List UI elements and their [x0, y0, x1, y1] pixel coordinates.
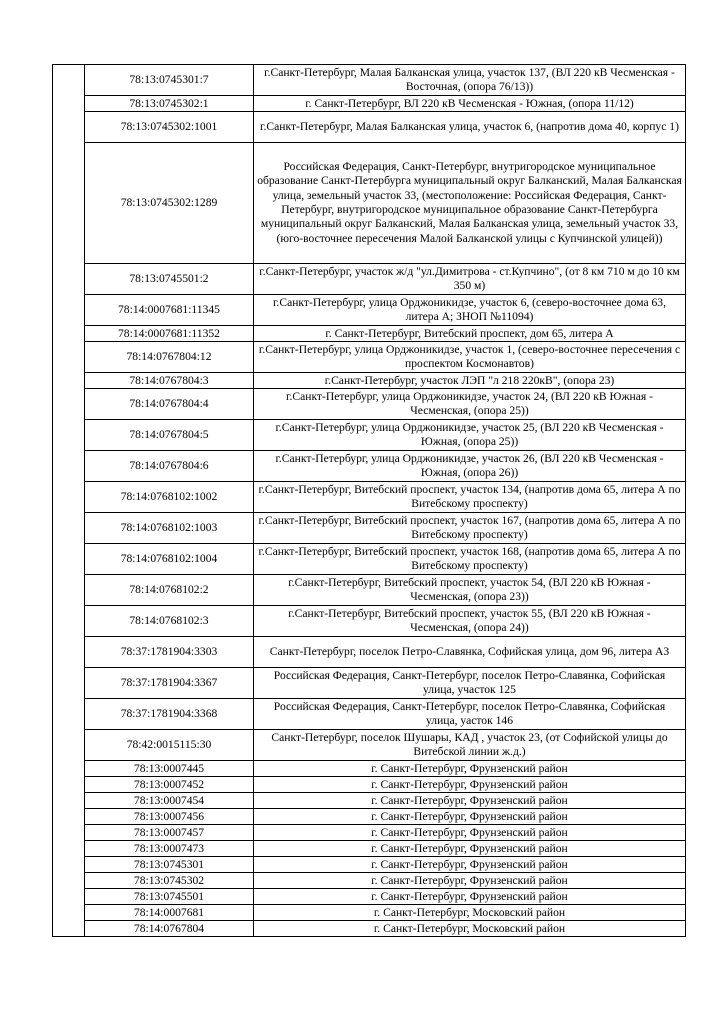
address-cell: г.Санкт-Петербург, Малая Балканская улица, участок 137, (ВЛ 220 кВ Чесменская - Восточная, (опора 76/13))	[254, 65, 686, 96]
table-row	[53, 699, 686, 730]
cadastral-number-cell: 78:13:0007454	[85, 793, 254, 809]
table-row	[53, 777, 686, 793]
table-row	[53, 668, 686, 699]
table-row	[53, 143, 686, 264]
address-cell: г.Санкт-Петербург, улица Орджоникидзе, участок 1, (северо-восточнее пересечения с проспектом Космонавтов)	[254, 342, 686, 373]
address-cell: г. Санкт-Петербург, Фрунзенский район	[254, 825, 686, 841]
cadastral-number-cell: 78:13:0007473	[85, 841, 254, 857]
address-cell: г.Санкт-Петербург, улица Орджоникидзе, участок 24, (ВЛ 220 кВ Южная - Чесменская, (опора 25))	[254, 389, 686, 420]
cadastral-number-cell: 78:14:0767804:5	[85, 420, 254, 451]
cadastral-number-cell: 78:13:0745501	[85, 889, 254, 905]
cadastral-number-cell: 78:13:0745501:2	[85, 264, 254, 295]
table-row	[53, 761, 686, 777]
address-cell: Российская Федерация, Санкт-Петербург, поселок Петро-Славянка, Софийская улица, участок 125	[254, 668, 686, 699]
cadastral-number-cell: 78:13:0007452	[85, 777, 254, 793]
table-row	[53, 389, 686, 420]
address-cell: г.Санкт-Петербург, улица Орджоникидзе, участок 26, (ВЛ 220 кВ Чесменская - Южная, (опора 26))	[254, 451, 686, 482]
table-row	[53, 482, 686, 513]
address-cell: г.Санкт-Петербург, улица Орджоникидзе, участок 25, (ВЛ 220 кВ Чесменская - Южная, (опора 25))	[254, 420, 686, 451]
table-row	[53, 96, 686, 112]
table-row	[53, 637, 686, 668]
cadastral-number-cell: 78:14:0768102:2	[85, 575, 254, 606]
cadastral-number-cell: 78:14:0767804:4	[85, 389, 254, 420]
cadastral-number-cell: 78:13:0745302:1001	[85, 112, 254, 143]
address-cell: г.Санкт-Петербург, Витебский проспект, участок 167, (напротив дома 65, литера А по Витебскому проспекту)	[254, 513, 686, 544]
cadastral-number-cell: 78:13:0745301	[85, 857, 254, 873]
cadastral-number-cell: 78:13:0745302:1	[85, 96, 254, 112]
table-row	[53, 326, 686, 342]
address-cell: г.Санкт-Петербург, Малая Балканская улица, участок 6, (напротив дома 40, корпус 1)	[254, 112, 686, 143]
table-row	[53, 264, 686, 295]
row-number-column	[53, 65, 85, 937]
cadastral-number-cell: 78:37:1781904:3368	[85, 699, 254, 730]
address-cell: г. Санкт-Петербург, Фрунзенский район	[254, 777, 686, 793]
address-cell: г.Санкт-Петербург, участок ЛЭП "л 218 220кВ", (опора 23)	[254, 373, 686, 389]
address-cell: г. Санкт-Петербург, Фрунзенский район	[254, 857, 686, 873]
address-cell: г. Санкт-Петербург, Фрунзенский район	[254, 809, 686, 825]
cadastral-number-cell: 78:14:0767804	[85, 921, 254, 937]
table-row	[53, 544, 686, 575]
table-row	[53, 889, 686, 905]
cadastral-number-cell: 78:14:0767804:3	[85, 373, 254, 389]
table-row	[53, 921, 686, 937]
cadastral-number-cell: 78:14:0768102:1004	[85, 544, 254, 575]
table-row	[53, 342, 686, 373]
address-cell: Российская Федерация, Санкт-Петербург, внутригородское муниципальное образование Санкт-Петербурга муниципальный округ Балканский, Малая Балканская улица, земельный участок 33, (местоположение: Российская Федерация, Санкт-Петербург, внутригородское муниципальное образование Санкт-Петербурга муниципальный округ Балканский, Малая Балканская улица, земельный участок 33, (юго-восточнее пересечения Малой Балканской улицы с Купчинской улицей))	[254, 143, 686, 264]
cadastral-table	[52, 64, 686, 937]
table-row	[53, 451, 686, 482]
cadastral-number-cell: 78:13:0007456	[85, 809, 254, 825]
address-cell: г. Санкт-Петербург, Фрунзенский район	[254, 873, 686, 889]
table-row	[53, 873, 686, 889]
address-cell: г. Санкт-Петербург, Фрунзенский район	[254, 761, 686, 777]
address-cell: г. Санкт-Петербург, Фрунзенский район	[254, 841, 686, 857]
table-row	[53, 905, 686, 921]
address-cell: г.Санкт-Петербург, участок ж/д "ул.Димитрова - ст.Купчино", (от 8 км 710 м до 10 км 350 м)	[254, 264, 686, 295]
address-cell: г. Санкт-Петербург, Фрунзенский район	[254, 793, 686, 809]
table-row	[53, 112, 686, 143]
cadastral-number-cell: 78:42:0015115:30	[85, 730, 254, 761]
cadastral-number-cell: 78:14:0768102:1002	[85, 482, 254, 513]
address-cell: г. Санкт-Петербург, Московский район	[254, 921, 686, 937]
cadastral-number-cell: 78:14:0768102:1003	[85, 513, 254, 544]
table-row	[53, 65, 686, 96]
cadastral-number-cell: 78:37:1781904:3303	[85, 637, 254, 668]
table-row	[53, 373, 686, 389]
cadastral-number-cell: 78:13:0745302:1289	[85, 143, 254, 264]
address-cell: г. Санкт-Петербург, Витебский проспект, дом 65, литера А	[254, 326, 686, 342]
cadastral-number-cell: 78:13:0745301:7	[85, 65, 254, 96]
table-row	[53, 513, 686, 544]
table-row	[53, 825, 686, 841]
address-cell: г. Санкт-Петербург, ВЛ 220 кВ Чесменская - Южная, (опора 11/12)	[254, 96, 686, 112]
table-row	[53, 420, 686, 451]
address-cell: г.Санкт-Петербург, Витебский проспект, участок 54, (ВЛ 220 кВ Южная - Чесменская, (опора 23))	[254, 575, 686, 606]
cadastral-number-cell: 78:37:1781904:3367	[85, 668, 254, 699]
address-cell: Российская Федерация, Санкт-Петербург, поселок Петро-Славянка, Софийская улица, уасток 146	[254, 699, 686, 730]
address-cell: г. Санкт-Петербург, Московский район	[254, 905, 686, 921]
address-cell: Санкт-Петербург, поселок Шушары, КАД , участок 23, (от Софийской улицы до Витебской линии ж.д.)	[254, 730, 686, 761]
cadastral-number-cell: 78:13:0007445	[85, 761, 254, 777]
address-cell: г.Санкт-Петербург, Витебский проспект, участок 55, (ВЛ 220 кВ Южная - Чесменская, (опора 24))	[254, 606, 686, 637]
cadastral-number-cell: 78:14:0007681:11352	[85, 326, 254, 342]
table-row	[53, 809, 686, 825]
table-body	[53, 65, 686, 937]
cadastral-number-cell: 78:14:0767804:6	[85, 451, 254, 482]
address-cell: г.Санкт-Петербург, Витебский проспект, участок 168, (напротив дома 65, литера А по Витебскому проспекту)	[254, 544, 686, 575]
table-row	[53, 793, 686, 809]
cadastral-number-cell: 78:14:0007681	[85, 905, 254, 921]
table-row	[53, 295, 686, 326]
cadastral-number-cell: 78:14:0768102:3	[85, 606, 254, 637]
table-row	[53, 606, 686, 637]
address-cell: г.Санкт-Петербург, Витебский проспект, участок 134, (напротив дома 65, литера А по Витебскому проспекту)	[254, 482, 686, 513]
cadastral-number-cell: 78:14:0767804:12	[85, 342, 254, 373]
table-row	[53, 730, 686, 761]
cadastral-number-cell: 78:13:0745302	[85, 873, 254, 889]
cadastral-number-cell: 78:13:0007457	[85, 825, 254, 841]
table-row	[53, 857, 686, 873]
address-cell: Санкт-Петербург, поселок Петро-Славянка, Софийская улица, дом 96, литера А3	[254, 637, 686, 668]
cadastral-number-cell: 78:14:0007681:11345	[85, 295, 254, 326]
address-cell: г. Санкт-Петербург, Фрунзенский район	[254, 889, 686, 905]
table-row	[53, 575, 686, 606]
table-row	[53, 841, 686, 857]
address-cell: г.Санкт-Петербург, улица Орджоникидзе, участок 6, (северо-восточнее дома 63, литера А; ЗНОП №11094)	[254, 295, 686, 326]
